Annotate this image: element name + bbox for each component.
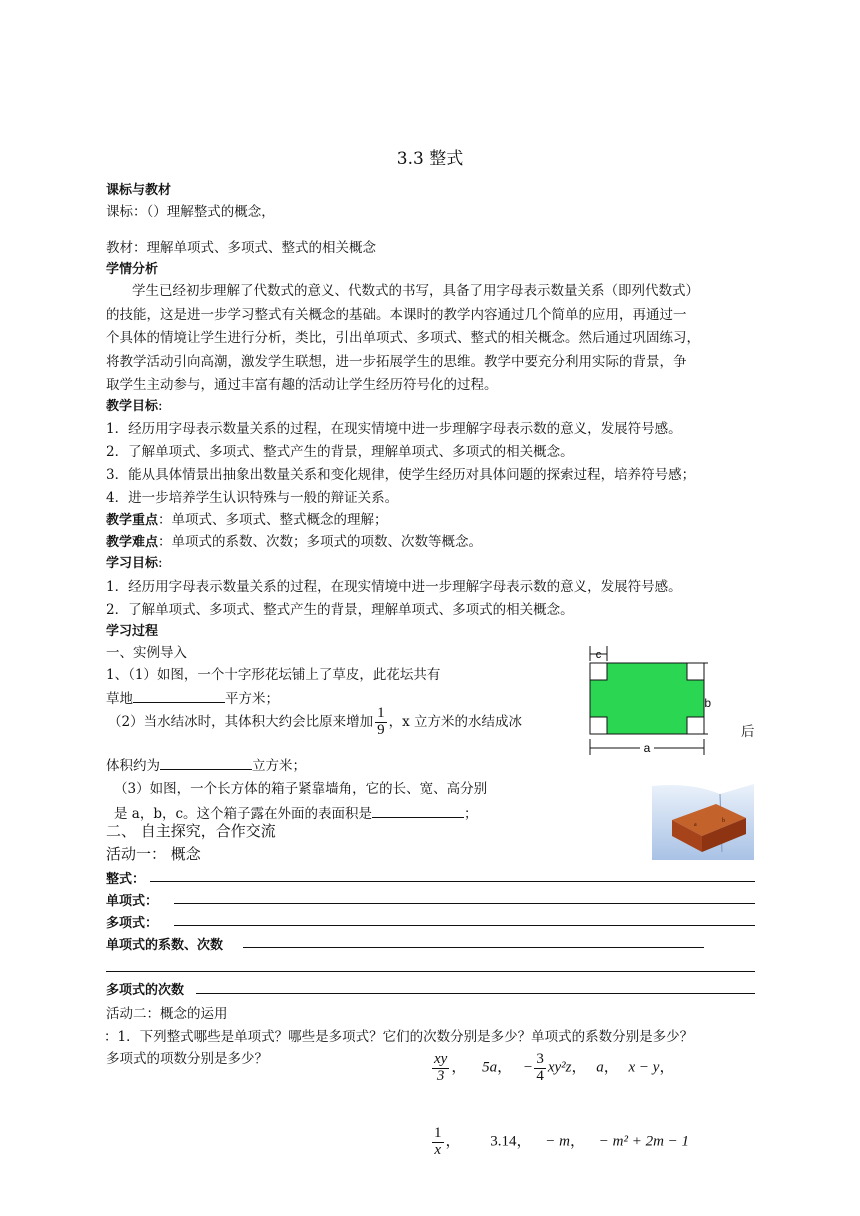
duoxiangshi-blank [174,925,755,926]
expression-row-1: $\frac{xy}{3}$ ， 5a， − $\frac{3}{4}$ xy²z， a， x − y， [434,1051,675,1084]
xueqing-line: 的技能，这是进一步学习整式有关概念的基础。本课时的教学内容通过几个简单的应用，再通过一 [106,307,687,323]
section-heading-xuexi-mubiao: 学习目标: [106,555,163,571]
duo-cishu-label: 多项式的次数 [106,983,185,998]
extra-blank-line [106,971,755,972]
zhengshi-blank [150,881,755,882]
question-1a-line2: 草地 平方米； [106,691,279,707]
page-title: 3.3 整式 [396,149,464,169]
answer-blank [160,769,252,770]
expr-1-over-x: $\frac{1}{x}$ [434,1125,442,1158]
question-1a: 1、（1）如图，一个十字形花坛铺上了草皮，此花坛共有 [106,667,441,683]
expr-neg-m: − m [545,1133,570,1150]
activity-one-heading: 活动一： 概念 [106,845,201,863]
section-heading-mubiao: 教学目标: [106,398,163,414]
flowerbed-figure [582,643,712,761]
answer-blank [372,817,464,818]
corner-square [590,717,607,734]
box-label-b: b [722,818,725,824]
expr-3-14: 3.14 [490,1133,517,1150]
xuexi-item: 1．经历用字母表示数量关系的过程，在现实情境中进一步理解字母表示数的意义，发展符号感。 [106,579,682,595]
xueqing-line: 学生已经初步理解了代数式的意义、代数式的书写，具备了用字母表示数量关系（即列代数式） [132,283,699,299]
corner-square [687,663,704,680]
fraction-one-ninth: $\frac{1}{9}$ [377,705,385,738]
expr-a: a [596,1059,604,1076]
danxiangshi-blank [174,903,755,904]
zhongdian-line: 教学重点：单项式、多项式、整式概念的理解； [106,512,388,528]
danxiangshi-label: 单项式： [106,894,159,909]
dan-xishu-blank [243,947,704,948]
xueqing-line: 取学生主动参与，通过丰富有趣的活动让学生经历符号化的过程。 [106,377,498,393]
mubiao-item: 4．进一步培养学生认识特殊与一般的辩证关系。 [106,490,399,506]
question-1c: （3）如图，一个长方体的箱子紧靠墙角，它的长、宽、高分别 [114,781,488,797]
nandian-line: 教学难点：单项式的系数、次数；多项式的项数、次数等概念。 [106,534,483,550]
expr-x-minus-y: x − y [628,1059,660,1076]
corner-square [590,663,607,680]
expr-xy-over-3: $\frac{xy}{3}$ [434,1051,448,1084]
question-1b-line2: 体积约为 立方米； [106,758,306,774]
xuexi-item: 2．了解单项式、多项式、整式产生的背景，理解单项式、多项式的相关概念。 [106,602,574,618]
activity-two-heading: 活动二：概念的运用 [106,1006,228,1022]
box-corner-figure [650,782,754,860]
label-c: c [595,649,602,661]
part-two-heading: 二、 自主探究，合作交流 [106,822,276,840]
expr-polynomial: − m² + 2m − 1 [598,1133,690,1150]
question-1b-after: 后 [741,724,755,740]
mubiao-item: 1．经历用字母表示数量关系的过程，在现实情境中进一步理解字母表示数的意义，发展符号感。 [106,421,682,437]
duoxiangshi-label: 多项式： [106,916,159,931]
xueqing-line: 将教学活动引向高潮，激发学生联想，进一步拓展学生的思维。教学中要充分利用实际的背景，争 [106,354,687,370]
kebiao-line: 课标：（）理解整式的概念， [106,204,275,220]
zhengshi-label: 整式： [106,872,146,887]
section-heading-xueqing: 学情分析 [106,262,159,277]
expr-xy2z: xy²z [547,1059,572,1076]
question-1b: （2）当水结冰时，其体积大约会比原来增加 $\frac{1}{9}$ ，x 立方米的水结成冰 [108,705,522,738]
answer-blank [133,702,225,703]
duo-cishu-blank [196,993,755,994]
section-heading-kebiao: 课标与教材 [106,183,172,198]
question-1c-line2: 是 a，b，c。这个箱子露在外面的表面积是 ； [114,806,478,822]
question-2-line1: ：1．下列整式哪些是单项式？哪些是多项式？它们的次数分别是多少？单项式的系数分别是多少？ [104,1029,694,1045]
label-b: b [704,696,711,710]
expression-row-2: $\frac{1}{x}$ ， 3.14， − m， − m² + 2m − 1 [434,1125,690,1158]
jiaocai-line: 教材：理解单项式、多项式、整式的相关概念 [106,240,376,256]
expr-three-quarters: $\frac{3}{4}$ [536,1051,544,1084]
question-2-line2: 多项式的项数分别是多少？ [106,1051,268,1067]
corner-square [687,717,704,734]
expr-5a: 5a [482,1059,498,1076]
part-one-heading: 一、实例导入 [106,645,187,661]
mubiao-item: 3．能从具体情景出抽象出数量关系和变化规律，使学生经历对具体问题的探索过程，培养符号感； [106,467,696,483]
dan-xishu-label: 单项式的系数、次数 [106,938,224,953]
section-heading-guocheng: 学习过程 [106,624,159,639]
xueqing-line: 个具体的情境让学生进行分析，类比，引出单项式、多项式、整式的相关概念。然后通过巩固练习， [106,330,700,346]
box-label-a: a [694,822,697,828]
label-a: a [643,741,651,755]
mubiao-item: 2．了解单项式、多项式、整式产生的背景，理解单项式、多项式的相关概念。 [106,444,574,460]
